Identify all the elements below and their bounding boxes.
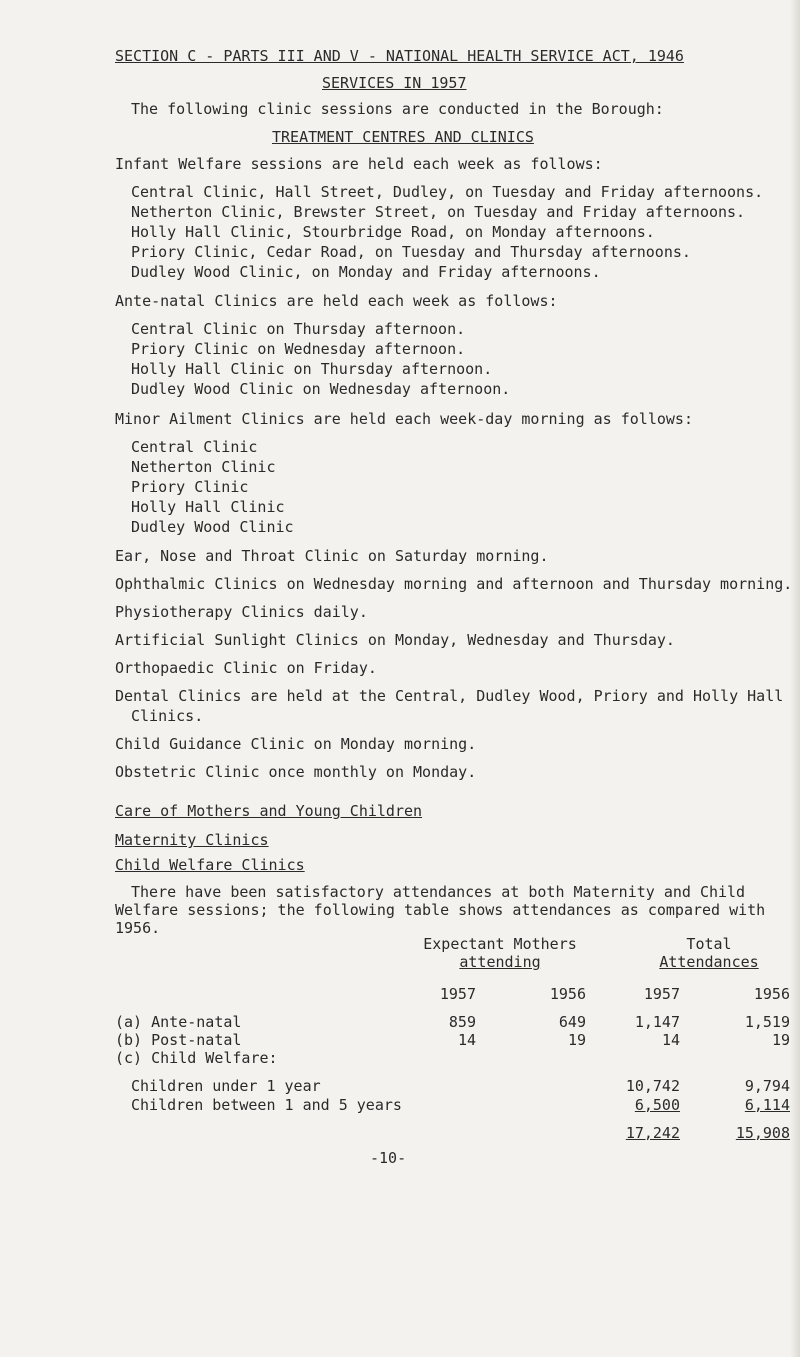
antenatal-item: Holly Hall Clinic on Thursday afternoon. <box>131 360 493 378</box>
attendance-text-line3: 1956. <box>115 919 161 937</box>
attendance-text-line1: There have been satisfactory attendances at both Maternity and Child <box>131 883 746 901</box>
antenatal-item: Priory Clinic on Wednesday afternoon. <box>131 340 466 358</box>
table-row-label: Children under 1 year <box>131 1077 321 1095</box>
physiotherapy-clinic: Physiotherapy Clinics daily. <box>115 603 368 621</box>
table-cell: 14 <box>457 1031 476 1049</box>
page-edge-shadow <box>790 0 800 1357</box>
group-header-attending: attending <box>459 953 541 971</box>
attendance-text-line2: Welfare sessions; the following table shows attendances as compared with <box>115 901 766 919</box>
year-header: 1956 <box>753 985 790 1003</box>
year-header: 1957 <box>439 985 476 1003</box>
infant-welfare-intro: Infant Welfare sessions are held each week as follows: <box>115 155 603 173</box>
table-cell: 6,114 <box>744 1096 790 1114</box>
minor-ailment-item: Priory Clinic <box>131 478 249 496</box>
care-heading: Care of Mothers and Young Children <box>115 802 423 820</box>
services-heading: SERVICES IN 1957 <box>322 74 467 92</box>
group-header-total: Total <box>686 935 732 953</box>
year-header: 1957 <box>643 985 680 1003</box>
minor-ailment-item: Dudley Wood Clinic <box>131 518 294 536</box>
minor-ailment-intro: Minor Ailment Clinics are held each week-day morning as follows: <box>115 410 693 428</box>
antenatal-intro: Ante-natal Clinics are held each week as follows: <box>115 292 558 310</box>
table-cell: 1,147 <box>634 1013 680 1031</box>
table-cell: 859 <box>448 1013 476 1031</box>
table-cell: 10,742 <box>625 1077 680 1095</box>
table-row-label: (b) Post-natal <box>115 1031 242 1049</box>
table-row-label: (a) Ante-natal <box>115 1013 242 1031</box>
table-row-label: (c) Child Welfare: <box>115 1049 278 1067</box>
minor-ailment-item: Netherton Clinic <box>131 458 276 476</box>
table-cell: 14 <box>661 1031 680 1049</box>
infant-welfare-item: Priory Clinic, Cedar Road, on Tuesday and Thursday afternoons. <box>131 243 691 261</box>
page-number: -10- <box>370 1149 407 1167</box>
section-heading: SECTION C - PARTS III AND V - NATIONAL HEALTH SERVICE ACT, 1946 <box>115 47 684 65</box>
antenatal-item: Dudley Wood Clinic on Wednesday afternoon. <box>131 380 511 398</box>
orthopaedic-clinic: Orthopaedic Clinic on Friday. <box>115 659 377 677</box>
group-header-expectant-mothers: Expectant Mothers <box>423 935 577 953</box>
infant-welfare-item: Central Clinic, Hall Street, Dudley, on Tuesday and Friday afternoons. <box>131 183 764 201</box>
table-cell: 6,500 <box>634 1096 680 1114</box>
table-cell: 649 <box>558 1013 586 1031</box>
table-cell: 19 <box>567 1031 586 1049</box>
ophthalmic-clinic: Ophthalmic Clinics on Wednesday morning and afternoon and Thursday morning. <box>115 575 793 593</box>
infant-welfare-item: Netherton Clinic, Brewster Street, on Tuesday and Friday afternoons. <box>131 203 746 221</box>
intro-text: The following clinic sessions are conducted in the Borough: <box>131 100 664 118</box>
table-total: 15,908 <box>735 1124 790 1142</box>
obstetric-clinic: Obstetric Clinic once monthly on Monday. <box>115 763 477 781</box>
dental-clinics-line1: Dental Clinics are held at the Central, Dudley Wood, Priory and Holly Hall <box>115 687 784 705</box>
treatment-centres-heading: TREATMENT CENTRES AND CLINICS <box>272 128 534 146</box>
sunlight-clinic: Artificial Sunlight Clinics on Monday, Wednesday and Thursday. <box>115 631 675 649</box>
group-header-attendances: Attendances <box>659 953 759 971</box>
table-cell: 1,519 <box>744 1013 790 1031</box>
maternity-clinics-heading: Maternity Clinics <box>115 831 269 849</box>
minor-ailment-item: Central Clinic <box>131 438 258 456</box>
ent-clinic: Ear, Nose and Throat Clinic on Saturday morning. <box>115 547 549 565</box>
table-total: 17,242 <box>625 1124 680 1142</box>
child-welfare-clinics-heading: Child Welfare Clinics <box>115 856 305 874</box>
child-guidance-clinic: Child Guidance Clinic on Monday morning. <box>115 735 477 753</box>
year-header: 1956 <box>549 985 586 1003</box>
antenatal-item: Central Clinic on Thursday afternoon. <box>131 320 466 338</box>
minor-ailment-item: Holly Hall Clinic <box>131 498 285 516</box>
infant-welfare-item: Holly Hall Clinic, Stourbridge Road, on Monday afternoons. <box>131 223 655 241</box>
table-cell: 9,794 <box>744 1077 790 1095</box>
dental-clinics-line2: Clinics. <box>131 707 204 725</box>
table-row-label: Children between 1 and 5 years <box>131 1096 402 1114</box>
infant-welfare-item: Dudley Wood Clinic, on Monday and Friday afternoons. <box>131 263 601 281</box>
table-cell: 19 <box>771 1031 790 1049</box>
